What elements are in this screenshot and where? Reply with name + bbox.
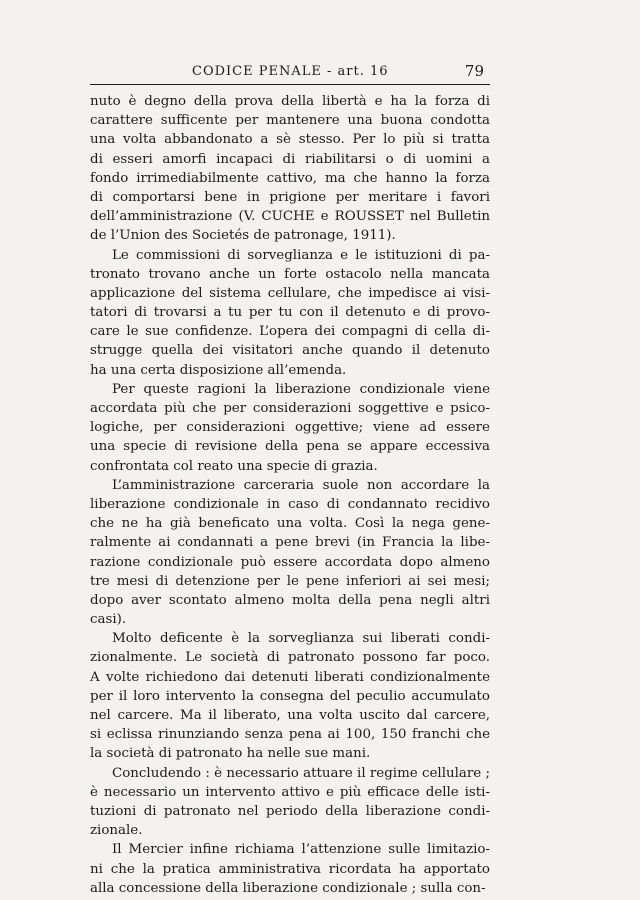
text-line: ha una certa disposizione all’emenda. bbox=[90, 362, 347, 378]
text-line: nel carcere. Ma il liberato, una volta uscito dal carcere, bbox=[90, 708, 490, 723]
text-line: zionale. bbox=[90, 823, 143, 839]
text-line: Per queste ragioni la liberazione condizionale viene bbox=[112, 381, 490, 397]
text-line: dell’amministrazione (V. CUCHE e ROUSSET nel Bulletin bbox=[90, 209, 490, 225]
text-line: Concludendo : è necessario attuare il regime cellulare ; bbox=[112, 765, 490, 781]
text-line: confrontata col reato una specie di grazia. bbox=[90, 458, 378, 474]
text-line: è necessario un intervento attivo e più efficace delle isti- bbox=[90, 784, 490, 800]
paragraph bbox=[90, 764, 490, 841]
text-line: liberazione condizionale in caso di condannato recidivo bbox=[90, 496, 490, 512]
text-line: Il Mercier infine richiama l’attenzione sulle limitazio- bbox=[112, 842, 490, 858]
text-line: de l’Union des Societés de patronage, 1911). bbox=[90, 228, 396, 244]
text-line: tuzioni di patronato nel periodo della liberazione condi- bbox=[90, 803, 490, 819]
running-title: CODICE PENALE - art. 16 bbox=[192, 64, 389, 79]
text-line: nuto è degno della prova della libertà e ha la forza di bbox=[90, 94, 490, 109]
text-line: A volte richiedono dai detenuti liberati condizionalmente bbox=[90, 669, 490, 685]
text-line: di comportarsi bene in prigione per meritare i favori bbox=[90, 189, 490, 205]
text-line: razione condizionale può essere accordata dopo almeno bbox=[90, 554, 490, 570]
text-line: Le commissioni di sorveglianza e le istituzioni di pa- bbox=[112, 247, 490, 263]
text-line: tronato trovano anche un forte ostacolo nella mancata bbox=[90, 266, 490, 282]
text-line: casi). bbox=[90, 612, 127, 628]
text-line: alla concessione della liberazione condizionale ; sulla con- bbox=[90, 880, 486, 896]
text-line: che ne ha già beneficato una volta. Così la nega gene- bbox=[90, 516, 490, 532]
text-line: per il loro intervento la consegna del peculio accumulato bbox=[90, 688, 490, 704]
text-line: accordata più che per considerazioni soggettive e psico- bbox=[90, 401, 490, 416]
text-line: tatori di trovarsi a tu per tu con il detenuto e di provo- bbox=[90, 305, 490, 321]
paragraph bbox=[90, 629, 490, 763]
text-line: strugge quella dei visitatori anche quando il detenuto bbox=[90, 343, 490, 359]
text-line: ralmente ai condannati a pene brevi (in Francia la libe- bbox=[90, 535, 490, 551]
text-line: una specie di revisione della pena se appare eccessiva bbox=[90, 439, 490, 455]
text-line: ni che la pratica amministrativa ricordata ha apportato bbox=[90, 861, 490, 877]
text-line: la società di patronato ha nelle sue mani. bbox=[90, 746, 371, 762]
paragraph bbox=[90, 840, 490, 898]
text-line: Molto deficente è la sorveglianza sui liberati condi- bbox=[112, 631, 490, 647]
paragraph bbox=[90, 380, 490, 476]
paragraph bbox=[90, 246, 490, 380]
paragraph bbox=[90, 476, 490, 630]
page-number: 79 bbox=[464, 62, 484, 80]
text-line: carattere sufficente per mantenere una buona condotta bbox=[90, 113, 490, 129]
running-header bbox=[90, 60, 490, 85]
text-line: care le sue confidenze. L’opera dei compagni di cella di- bbox=[90, 324, 490, 340]
text-line: fondo irrimediabilmente cattivo, ma che hanno la forza bbox=[90, 170, 490, 186]
text-line: tre mesi di detenzione per le pene inferiori ai sei mesi; bbox=[90, 573, 490, 589]
text-line: si eclissa rinunziando senza pena ai 100, 150 franchi che bbox=[90, 727, 490, 743]
text-line: di esseri amorfi incapaci di riabilitarsi o di uomini a bbox=[90, 151, 490, 167]
text-line: logiche, per considerazioni oggettive; viene ad essere bbox=[90, 420, 490, 436]
text-line: zionalmente. Le società di patronato possono far poco. bbox=[90, 650, 490, 666]
text-line: L’amministrazione carceraria suole non accordare la bbox=[112, 477, 490, 493]
page-body bbox=[90, 92, 490, 898]
text-line: dopo aver scontato almeno molta della pena negli altri bbox=[90, 592, 490, 608]
paragraph bbox=[90, 92, 490, 246]
text-line: applicazione del sistema cellulare, che impedisce ai visi- bbox=[90, 285, 490, 301]
text-line: una volta abbandonato a sè stesso. Per lo più si tratta bbox=[90, 132, 490, 148]
